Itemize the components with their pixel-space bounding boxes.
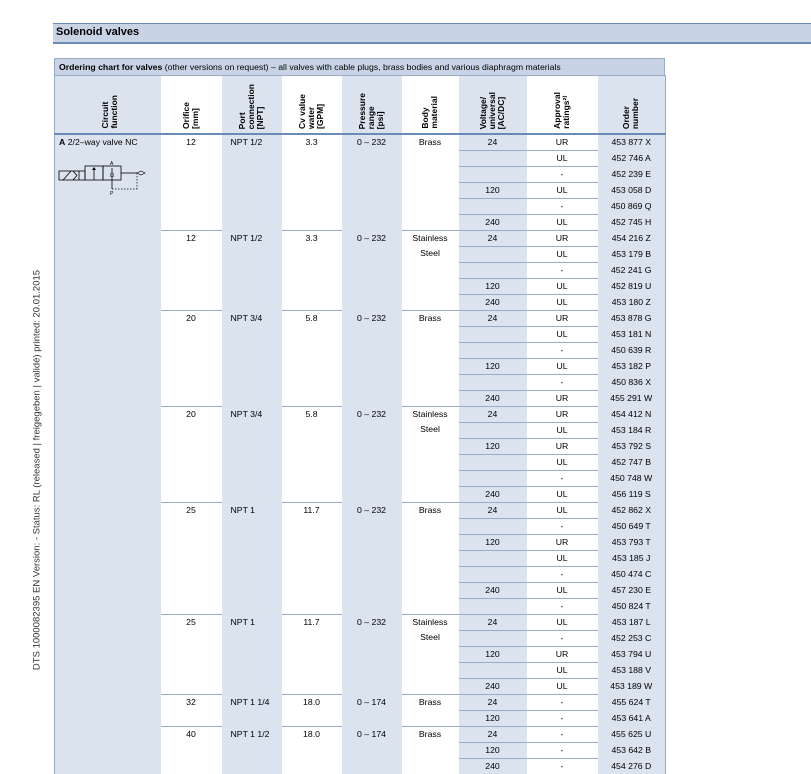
order-number-cell: 450 649 T: [598, 519, 666, 535]
voltage-cell: 120: [459, 439, 527, 455]
cv-cell: 3.3: [282, 231, 342, 311]
approval-cell: -: [527, 471, 598, 487]
section-header: [53, 24, 811, 44]
voltage-cell: [459, 567, 527, 583]
body-material-cell: [402, 407, 459, 503]
approval-cell: -: [527, 343, 598, 359]
circuit-function-cell: [55, 134, 161, 774]
voltage-cell: 240: [459, 679, 527, 695]
side-print-note: DTS 1000082395 EN Version: - Status: RL (released | freigegeben | validé) printed: 20.01.2015: [32, 270, 43, 670]
voltage-cell: 240: [459, 759, 527, 774]
body-material-cell: [402, 695, 459, 727]
approval-cell: UL: [527, 183, 598, 199]
table-caption: [54, 58, 665, 75]
voltage-cell: [459, 167, 527, 183]
approval-cell: -: [527, 375, 598, 391]
order-number-cell: 453 642 B: [598, 743, 666, 759]
approval-cell: -: [527, 599, 598, 615]
order-number-cell: 453 184 R: [598, 423, 666, 439]
body-material-cell: [402, 727, 459, 774]
voltage-cell: [459, 199, 527, 215]
voltage-cell: 24: [459, 231, 527, 247]
header-orifice: [161, 76, 222, 135]
voltage-cell: [459, 663, 527, 679]
body-material-line: Brass: [402, 695, 459, 710]
approval-cell: -: [527, 199, 598, 215]
cv-cell: 18.0: [282, 727, 342, 774]
approval-cell: UL: [527, 359, 598, 375]
port-cell: NPT 1/2: [222, 134, 282, 231]
voltage-cell: [459, 455, 527, 471]
order-number-cell: 452 747 B: [598, 455, 666, 471]
approval-cell: -: [527, 631, 598, 647]
port-cell: NPT 1: [222, 503, 282, 615]
port-cell: NPT 1 1/4: [222, 695, 282, 727]
voltage-cell: [459, 151, 527, 167]
approval-cell: UL: [527, 295, 598, 311]
orifice-cell: 12: [161, 134, 222, 231]
voltage-cell: 24: [459, 503, 527, 519]
body-material-line: Stainless: [402, 615, 459, 630]
order-number-cell: 455 625 U: [598, 727, 666, 743]
header-approval-label: Approval ratings²⁾: [553, 90, 571, 131]
order-number-cell: 450 748 W: [598, 471, 666, 487]
port-cell: NPT 3/4: [222, 311, 282, 407]
voltage-cell: [459, 263, 527, 279]
ordering-chart: [54, 58, 665, 774]
order-number-cell: 455 624 T: [598, 695, 666, 711]
approval-cell: -: [527, 727, 598, 743]
voltage-cell: 120: [459, 359, 527, 375]
table-body: [55, 134, 666, 774]
approval-cell: -: [527, 167, 598, 183]
header-pressure: [342, 76, 402, 135]
order-number-cell: 453 793 T: [598, 535, 666, 551]
approval-cell: UL: [527, 455, 598, 471]
body-material-line: Brass: [402, 311, 459, 326]
order-number-cell: 454 216 Z: [598, 231, 666, 247]
approval-cell: -: [527, 695, 598, 711]
approval-cell: UL: [527, 151, 598, 167]
order-number-cell: 453 878 G: [598, 311, 666, 327]
voltage-cell: [459, 599, 527, 615]
order-number-cell: 452 253 C: [598, 631, 666, 647]
orifice-cell: 12: [161, 231, 222, 311]
body-material-line: Steel: [402, 246, 459, 261]
body-material-cell: [402, 311, 459, 407]
body-material-line: Brass: [402, 135, 459, 150]
pressure-cell: 0 – 232: [342, 311, 402, 407]
port-cell: NPT 1: [222, 615, 282, 695]
voltage-cell: [459, 247, 527, 263]
voltage-cell: 120: [459, 279, 527, 295]
approval-cell: UL: [527, 279, 598, 295]
body-material-cell: [402, 503, 459, 615]
order-number-cell: 450 869 Q: [598, 199, 666, 215]
header-voltage-label: Voltage/ universal [AC/DC]: [479, 90, 506, 131]
order-number-cell: 452 241 G: [598, 263, 666, 279]
port-cell: NPT 3/4: [222, 407, 282, 503]
symbol-port-a-label: A: [110, 161, 114, 167]
pressure-cell: 0 – 232: [342, 134, 402, 231]
order-number-cell: 453 792 S: [598, 439, 666, 455]
order-number-cell: 453 189 W: [598, 679, 666, 695]
order-number-cell: 450 639 R: [598, 343, 666, 359]
order-number-cell: 454 276 D: [598, 759, 666, 774]
voltage-cell: [459, 551, 527, 567]
cv-cell: 3.3: [282, 134, 342, 231]
cv-cell: 5.8: [282, 311, 342, 407]
order-number-cell: 453 185 J: [598, 551, 666, 567]
order-number-cell: 453 188 V: [598, 663, 666, 679]
port-cell: NPT 1/2: [222, 231, 282, 311]
approval-cell: UL: [527, 423, 598, 439]
voltage-cell: 24: [459, 695, 527, 711]
approval-cell: UR: [527, 535, 598, 551]
pressure-cell: 0 – 174: [342, 727, 402, 774]
approval-cell: UR: [527, 391, 598, 407]
body-material-cell: [402, 615, 459, 695]
voltage-cell: 120: [459, 743, 527, 759]
header-cv-label: Cv value water [GPM]: [298, 92, 325, 131]
voltage-cell: 24: [459, 727, 527, 743]
header-port-label: Port connection [NPT]: [238, 82, 265, 131]
body-material-line: Stainless: [402, 407, 459, 422]
voltage-cell: 24: [459, 134, 527, 151]
header-order-label: Order number: [622, 96, 640, 131]
header-port: [222, 76, 282, 135]
header-approval: [527, 76, 598, 135]
order-number-cell: 452 239 E: [598, 167, 666, 183]
approval-cell: -: [527, 759, 598, 774]
voltage-cell: [459, 375, 527, 391]
symbol-port-p-label: P: [110, 191, 114, 196]
header-orifice-label: Orifice [mm]: [182, 100, 200, 131]
approval-cell: -: [527, 743, 598, 759]
order-number-cell: 450 836 X: [598, 375, 666, 391]
header-order: [598, 76, 666, 135]
voltage-cell: 240: [459, 583, 527, 599]
approval-cell: UL: [527, 247, 598, 263]
header-cv: [282, 76, 342, 135]
cv-cell: 18.0: [282, 695, 342, 727]
header-voltage: [459, 76, 527, 135]
pressure-cell: 0 – 232: [342, 503, 402, 615]
body-material-cell: [402, 134, 459, 231]
body-material-line: Brass: [402, 503, 459, 518]
order-number-cell: 453 179 B: [598, 247, 666, 263]
approval-cell: UR: [527, 407, 598, 423]
order-number-cell: 454 412 N: [598, 407, 666, 423]
order-number-cell: 450 824 T: [598, 599, 666, 615]
header-circuit: [55, 76, 161, 135]
body-material-line: Brass: [402, 727, 459, 742]
table-header-row: [55, 76, 666, 135]
approval-cell: UR: [527, 231, 598, 247]
pressure-cell: 0 – 174: [342, 695, 402, 727]
approval-cell: -: [527, 711, 598, 727]
voltage-cell: 120: [459, 711, 527, 727]
order-number-cell: 453 180 Z: [598, 295, 666, 311]
order-number-cell: 453 794 U: [598, 647, 666, 663]
orifice-cell: 40: [161, 727, 222, 774]
body-material-line: Steel: [402, 422, 459, 437]
voltage-cell: 120: [459, 535, 527, 551]
voltage-cell: [459, 327, 527, 343]
voltage-cell: 120: [459, 647, 527, 663]
approval-cell: UL: [527, 583, 598, 599]
voltage-cell: [459, 343, 527, 359]
body-material-line: Steel: [402, 630, 459, 645]
voltage-cell: 240: [459, 215, 527, 231]
header-circuit-label: Circuit function: [101, 93, 119, 131]
approval-cell: UR: [527, 439, 598, 455]
cv-cell: 11.7: [282, 503, 342, 615]
voltage-cell: 24: [459, 311, 527, 327]
order-number-cell: 453 182 P: [598, 359, 666, 375]
section-title: Solenoid valves: [56, 26, 139, 38]
orifice-cell: 32: [161, 695, 222, 727]
pressure-cell: 0 – 232: [342, 615, 402, 695]
voltage-cell: 240: [459, 391, 527, 407]
approval-cell: UL: [527, 503, 598, 519]
voltage-cell: 24: [459, 407, 527, 423]
voltage-cell: 240: [459, 487, 527, 503]
order-number-cell: 456 119 S: [598, 487, 666, 503]
approval-cell: UL: [527, 327, 598, 343]
approval-cell: UL: [527, 487, 598, 503]
header-body-label: Body material: [421, 94, 439, 131]
voltage-cell: [459, 471, 527, 487]
order-number-cell: 455 291 W: [598, 391, 666, 407]
voltage-cell: 24: [459, 615, 527, 631]
table-caption-title: Ordering chart for valves: [59, 62, 162, 72]
table-row: [55, 134, 666, 151]
orifice-cell: 20: [161, 407, 222, 503]
valve-symbol-icon: [57, 160, 157, 196]
table-caption-note: (other versions on request) – all valves with cable plugs, brass bodies and various diaphragm materials: [162, 62, 560, 72]
order-number-cell: 453 187 L: [598, 615, 666, 631]
approval-cell: UL: [527, 551, 598, 567]
body-material-line: Stainless: [402, 231, 459, 246]
orifice-cell: 20: [161, 311, 222, 407]
voltage-cell: 240: [459, 295, 527, 311]
approval-cell: UR: [527, 647, 598, 663]
approval-cell: -: [527, 519, 598, 535]
port-cell: NPT 1 1/2: [222, 727, 282, 774]
approval-cell: UR: [527, 134, 598, 151]
cv-cell: 11.7: [282, 615, 342, 695]
voltage-cell: [459, 423, 527, 439]
order-number-cell: 453 181 N: [598, 327, 666, 343]
voltage-cell: [459, 631, 527, 647]
approval-cell: UL: [527, 663, 598, 679]
approval-cell: -: [527, 567, 598, 583]
order-number-cell: 453 058 D: [598, 183, 666, 199]
approval-cell: UL: [527, 215, 598, 231]
order-number-cell: 452 862 X: [598, 503, 666, 519]
order-number-cell: 452 746 A: [598, 151, 666, 167]
approval-cell: -: [527, 263, 598, 279]
approval-cell: UR: [527, 311, 598, 327]
pressure-cell: 0 – 232: [342, 407, 402, 503]
order-number-cell: 452 819 U: [598, 279, 666, 295]
ordering-table: [54, 75, 666, 774]
body-material-cell: [402, 231, 459, 311]
order-number-cell: 457 230 E: [598, 583, 666, 599]
header-pressure-label: Pressure range [psi]: [358, 91, 385, 131]
circuit-function-label: A 2/2–way valve NC: [59, 135, 161, 150]
orifice-cell: 25: [161, 615, 222, 695]
approval-cell: UL: [527, 615, 598, 631]
voltage-cell: 120: [459, 183, 527, 199]
cv-cell: 5.8: [282, 407, 342, 503]
approval-cell: UL: [527, 679, 598, 695]
voltage-cell: [459, 519, 527, 535]
header-body: [402, 76, 459, 135]
orifice-cell: 25: [161, 503, 222, 615]
order-number-cell: 450 474 C: [598, 567, 666, 583]
order-number-cell: 453 641 A: [598, 711, 666, 727]
order-number-cell: 452 745 H: [598, 215, 666, 231]
pressure-cell: 0 – 232: [342, 231, 402, 311]
order-number-cell: 453 877 X: [598, 134, 666, 151]
